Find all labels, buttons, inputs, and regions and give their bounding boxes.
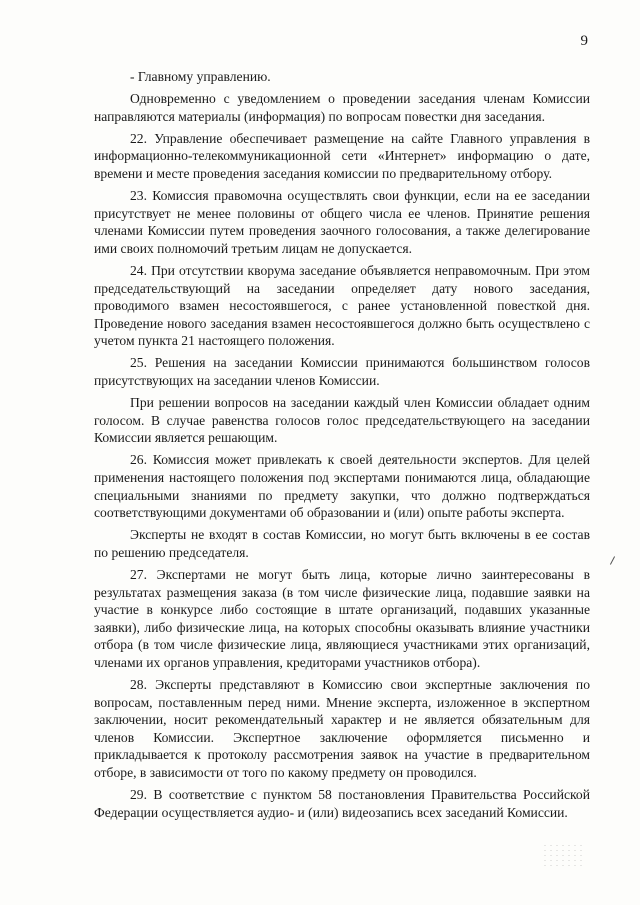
document-body <box>94 68 590 826</box>
paragraph-materials: Одновременно с уведомлением о проведении заседания членам Комиссии направляются материалы (информация) по вопросам повестки дня заседания. <box>94 91 590 124</box>
page-number: 9 <box>580 33 588 49</box>
paragraph-22: 22. Управление обеспечивает размещение на сайте Главного управления в информационно-телекоммуникационной сети «Интернет» информацию о дате, времени и месте проведения заседания комиссии по предварительному отбору. <box>94 130 590 181</box>
paragraph-25: 25. Решения на заседании Комиссии принимаются большинством голосов присутствующих на заседании членов Комиссии. <box>94 355 590 388</box>
scan-artifact <box>542 843 582 869</box>
paragraph-recipient: - Главному управлению. <box>130 69 271 84</box>
paragraph-26: 26. Комиссия может привлекать к своей деятельности экспертов. Для целей применения настоящего положения под экспертами понимаются лица, обладающие специальными знаниями по предмету закупки, что должно подтверждаться соответствующими документами об образовании и (или) опыте работы эксперта. <box>94 452 590 521</box>
paragraph-26-composition: Эксперты не входят в состав Комиссии, но могут быть включены в ее состав по решению председателя. <box>94 527 590 560</box>
paragraph-28: 28. Эксперты представляют в Комиссию свои экспертные заключения по вопросам, поставленным перед ними. Мнение эксперта, изложенное в экспертном заключении, носит рекомендательный характер и не является обязательным для членов Комиссии. Экспертное заключение оформляется письменно и прикладывается к протоколу рассмотрения заявок на участие в предварительном отборе, в зависимости от того по какому предмету он проводился. <box>94 677 590 780</box>
paragraph-27: 27. Экспертами не могут быть лица, которые лично заинтересованы в результатах размещения заказа (в том числе физические лица, подавшие заявки на участие в конкурсе либо состоящие в штате организаций, подавших указанные заявки), либо физические лица, на которых способны оказывать влияние участники отбора (в том числе физические лица, являющиеся участниками этих организаций, членами их органов управления, кредиторами участников отбора). <box>94 566 590 670</box>
margin-pen-mark <box>610 556 615 564</box>
paragraph-24: 24. При отсутствии кворума заседание объявляется неправомочным. При этом председательствующий на заседании определяет дату нового заседания, проводимого взамен несостоявшегося, с ранее установленной повесткой дня. Проведение нового заседания взамен несостоявшегося должно быть осуществлено с учетом пункта 21 настоящего положения. <box>94 262 590 349</box>
paragraph-25-voting: При решении вопросов на заседании каждый член Комиссии обладает одним голосом. В случае равенства голосов голос председательствующего на заседании Комиссии является решающим. <box>94 395 590 446</box>
paragraph-29: 29. В соответствие с пунктом 58 постановления Правительства Российской Федерации осуществляется аудио- и (или) видеозапись всех заседаний Комиссии. <box>94 787 590 820</box>
paragraph-23: 23. Комиссия правомочна осуществлять свои функции, если на ее заседании присутствует не менее половины от общего числа ее членов. Принятие решения членами Комиссии путем проведения заочного голосования, а также делегирование ими своих полномочий третьим лицам не допускается. <box>94 188 590 256</box>
